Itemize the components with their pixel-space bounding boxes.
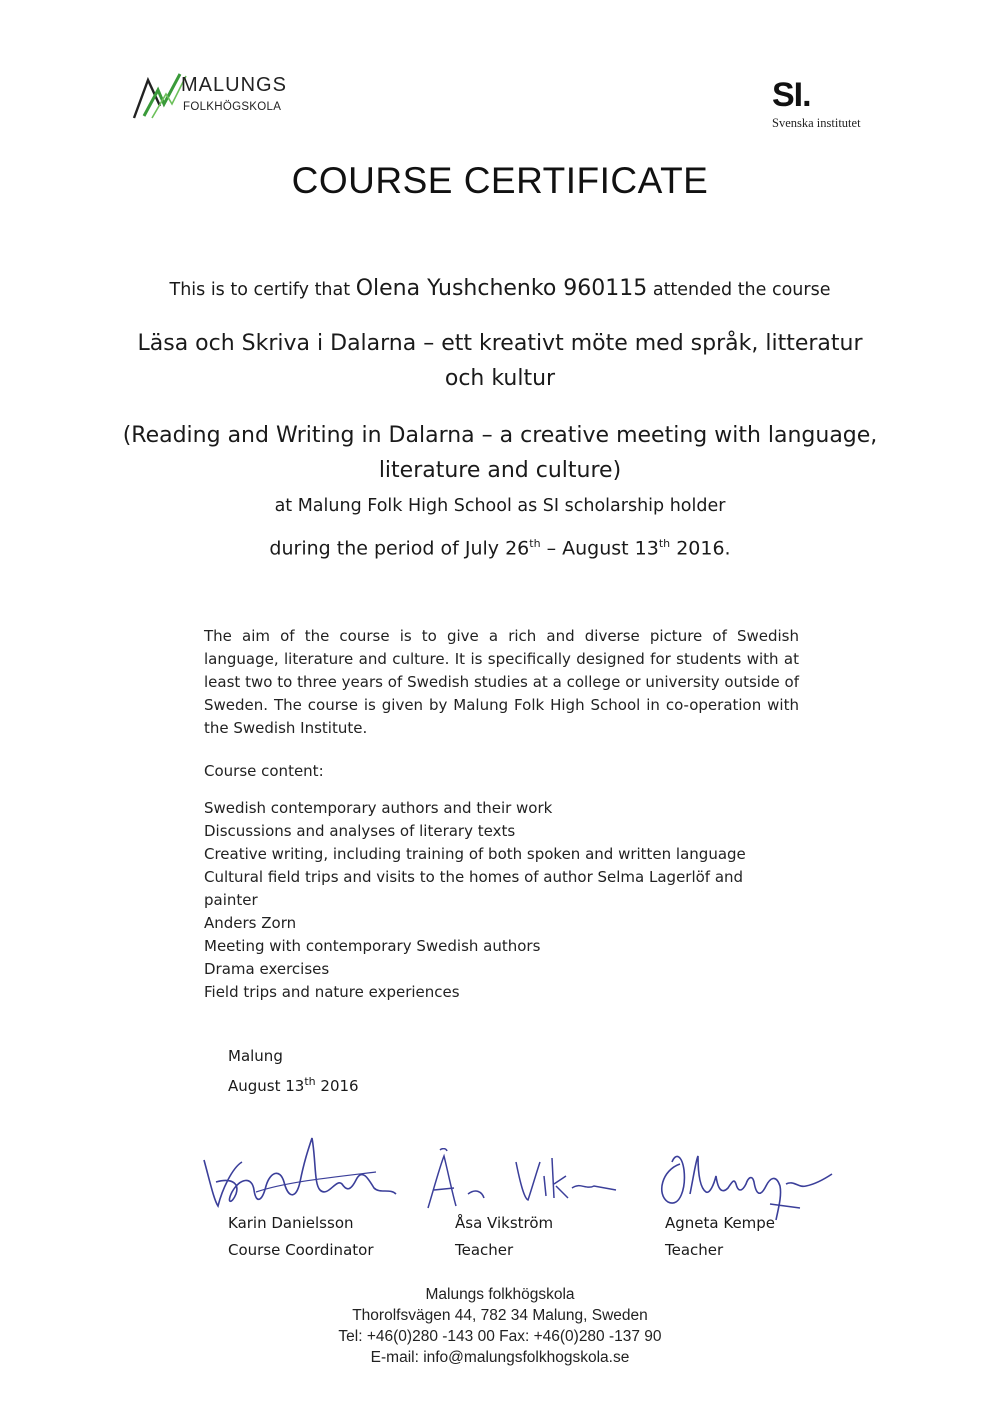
signatory-role: Teacher xyxy=(455,1241,514,1259)
period-start-suffix: th xyxy=(529,537,541,550)
period-middle: – August 13 xyxy=(540,537,659,560)
handwritten-signature-icon xyxy=(196,1120,406,1220)
list-item: Anders Zorn xyxy=(204,914,297,932)
recipient-name: Olena Yushchenko 960115 xyxy=(355,276,648,301)
issue-date-prefix: August 13 xyxy=(228,1077,305,1095)
certificate-title: COURSE CERTIFICATE xyxy=(291,160,709,201)
course-aim-paragraph: The aim of the course is to give a rich and diverse picture of Swedish language, literature and culture. It is specifically designed for students with at least two to three years of Swedish studies at a college or university outside of Sweden. The course is given by Malung Folk High School in co-operation with the Swedish Institute. xyxy=(204,627,799,737)
course-content-list xyxy=(204,797,799,1004)
si-logo xyxy=(770,78,900,138)
footer-address xyxy=(0,1284,1000,1368)
signature-asa-vikstrom xyxy=(420,1148,620,1218)
course-title-swedish xyxy=(0,326,1000,396)
signatory-3 xyxy=(665,1210,775,1264)
signatory-2 xyxy=(455,1210,553,1264)
list-item: Drama exercises xyxy=(204,960,330,978)
list-item: Meeting with contemporary Swedish authors xyxy=(204,937,541,955)
handwritten-signature-icon xyxy=(420,1148,620,1218)
period-end-suffix: th xyxy=(658,537,671,550)
signature-karin-danielsson xyxy=(196,1120,406,1220)
footer-phone-fax: Tel: +46(0)280 -143 00 Fax: +46(0)280 -137 90 xyxy=(338,1328,662,1345)
issue-place-date xyxy=(228,1043,359,1099)
signatory-role: Course Coordinator xyxy=(228,1241,374,1259)
course-title-swedish-line2: och kultur xyxy=(444,366,556,391)
si-logo-mark: SI. xyxy=(772,76,811,114)
signatory-name: Karin Danielsson xyxy=(228,1214,354,1232)
signatory-name: Agneta Kempe xyxy=(665,1214,776,1232)
course-title-swedish-line1: Läsa och Skriva i Dalarna – ett kreativt möte med språk, litteratur xyxy=(137,331,863,356)
signatory-1 xyxy=(228,1210,373,1264)
issue-date-year: 2016 xyxy=(315,1077,359,1095)
course-location: at Malung Folk High School as SI scholarship holder xyxy=(274,496,726,516)
footer-email: E-mail: info@malungsfolkhogskola.se xyxy=(370,1349,630,1366)
period-year: 2016. xyxy=(670,537,731,560)
course-title-english-line1: (Reading and Writing in Dalarna – a creative meeting with language, xyxy=(122,423,878,448)
footer-street: Thorolfsvägen 44, 782 34 Malung, Sweden xyxy=(352,1307,648,1324)
course-period xyxy=(0,537,1000,559)
list-item: Discussions and analyses of literary texts xyxy=(204,822,516,840)
school-logo xyxy=(130,70,320,130)
issue-date-suffix: th xyxy=(304,1075,316,1088)
certify-statement xyxy=(0,276,1000,301)
signatory-role: Teacher xyxy=(665,1241,724,1259)
course-title-english-line2: literature and culture) xyxy=(378,458,622,483)
school-logo-subtitle: FOLKHÖGSKOLA xyxy=(183,101,282,113)
course-title-english xyxy=(0,418,1000,488)
signatory-name: Åsa Vikström xyxy=(455,1214,554,1232)
course-content-label: Course content: xyxy=(204,762,324,780)
issue-date xyxy=(228,1069,359,1099)
certify-prefix: This is to certify that xyxy=(169,280,351,300)
list-item: Field trips and nature experiences xyxy=(204,983,460,1001)
issue-place: Malung xyxy=(228,1047,283,1065)
list-item: Creative writing, including training of both spoken and written language xyxy=(204,845,746,863)
list-item: Swedish contemporary authors and their work xyxy=(204,799,553,817)
list-item: Cultural field trips and visits to the homes of author Selma Lagerlöf and painter xyxy=(204,868,744,909)
footer-school-name: Malungs folkhögskola xyxy=(425,1286,575,1303)
si-logo-subtitle: Svenska institutet xyxy=(772,116,861,130)
period-prefix: during the period of July 26 xyxy=(269,537,530,560)
school-logo-name: MALUNGS xyxy=(181,74,287,96)
certify-suffix: attended the course xyxy=(652,280,831,300)
